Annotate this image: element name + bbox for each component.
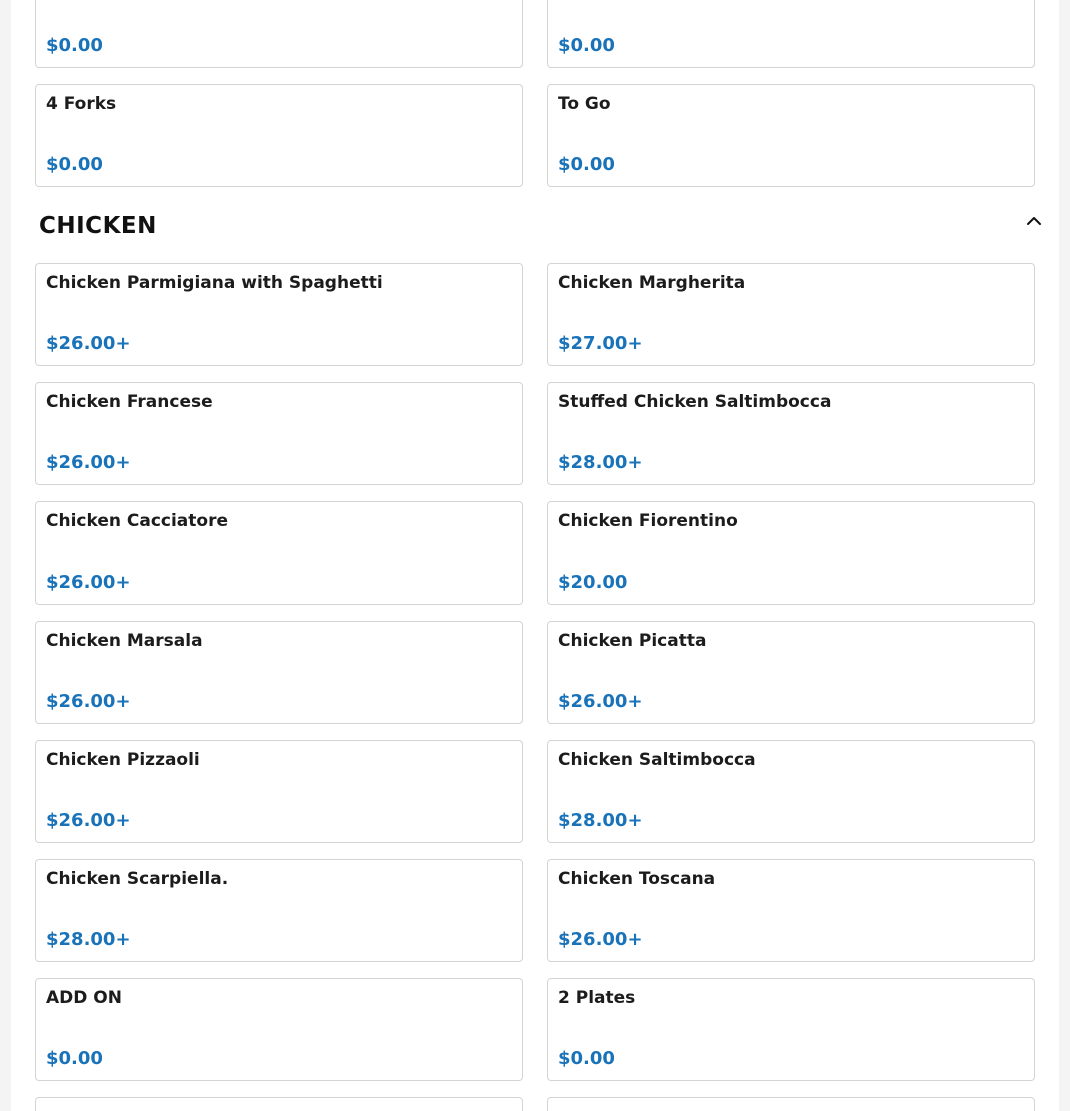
menu-item-price: $0.00 xyxy=(46,1048,103,1069)
section-header-chicken[interactable] xyxy=(35,200,1035,256)
menu-item-name: Chicken Saltimbocca xyxy=(558,750,756,770)
menu-item-card[interactable] xyxy=(35,859,523,962)
menu-item-card[interactable] xyxy=(547,382,1035,485)
menu-item-card[interactable] xyxy=(35,0,523,68)
menu-item-card[interactable] xyxy=(35,382,523,485)
menu-item-price: $0.00 xyxy=(558,35,615,56)
menu-item-card[interactable] xyxy=(35,84,523,187)
menu-item-name: Chicken Cacciatore xyxy=(46,511,229,531)
menu-item-price: $26.00+ xyxy=(46,810,131,831)
menu-item-card[interactable] xyxy=(35,621,523,724)
menu-item-price: $26.00+ xyxy=(46,572,131,593)
menu-item-price: $0.00 xyxy=(46,154,103,175)
menu-item-name: Chicken Margherita xyxy=(558,273,746,293)
menu-item-name: Chicken Parmigiana with Spaghetti xyxy=(46,273,383,293)
menu-item-name: Stuffed Chicken Saltimbocca xyxy=(558,392,832,412)
menu-item-price: $26.00+ xyxy=(46,691,131,712)
menu-item-price: $28.00+ xyxy=(558,452,643,473)
menu-item-price: $0.00 xyxy=(558,1048,615,1069)
menu-item-name: To Go xyxy=(558,94,611,114)
menu-item-card[interactable] xyxy=(547,978,1035,1081)
menu-item-card[interactable] xyxy=(547,859,1035,962)
menu-item-name: Chicken Marsala xyxy=(46,631,203,651)
menu-item-name: 2 Plates xyxy=(558,988,636,1008)
menu-item-card[interactable] xyxy=(547,621,1035,724)
menu-item-name: Chicken Pizzaoli xyxy=(46,750,200,770)
menu-item-price: $26.00+ xyxy=(558,691,643,712)
menu-item-price: $28.00+ xyxy=(46,929,131,950)
menu-item-card[interactable] xyxy=(547,0,1035,68)
menu-item-name: 4 Forks xyxy=(46,94,117,114)
menu-item-name: Chicken Fiorentino xyxy=(558,511,738,531)
menu-item-price: $27.00+ xyxy=(558,333,643,354)
menu-item-price: $20.00 xyxy=(558,572,628,593)
menu-item-price: $26.00+ xyxy=(46,452,131,473)
menu-item-card[interactable] xyxy=(547,501,1035,605)
menu-item-name: Chicken Toscana xyxy=(558,869,716,889)
menu-item-card[interactable] xyxy=(35,978,523,1081)
chevron-up-icon[interactable] xyxy=(1025,212,1043,230)
menu-item-name: Chicken Scarpiella. xyxy=(46,869,229,889)
menu-item-card[interactable] xyxy=(547,263,1035,366)
menu-item-card[interactable] xyxy=(35,501,523,605)
menu-item-price: $0.00 xyxy=(46,35,103,56)
menu-item-card[interactable] xyxy=(35,1097,523,1111)
menu-item-price: $26.00+ xyxy=(46,333,131,354)
menu-item-card[interactable] xyxy=(35,740,523,843)
menu-item-card[interactable] xyxy=(35,263,523,366)
menu-item-name: Chicken Picatta xyxy=(558,631,707,651)
menu-item-card[interactable] xyxy=(547,740,1035,843)
menu-item-price: $28.00+ xyxy=(558,810,643,831)
menu-item-card[interactable] xyxy=(547,84,1035,187)
menu-item-name: ADD ON xyxy=(46,988,122,1008)
section-title: CHICKEN xyxy=(39,213,157,239)
menu-item-card[interactable] xyxy=(547,1097,1035,1111)
menu-item-name: Chicken Francese xyxy=(46,392,213,412)
menu-item-price: $26.00+ xyxy=(558,929,643,950)
menu-item-price: $0.00 xyxy=(558,154,615,175)
menu-page xyxy=(11,0,1059,1111)
